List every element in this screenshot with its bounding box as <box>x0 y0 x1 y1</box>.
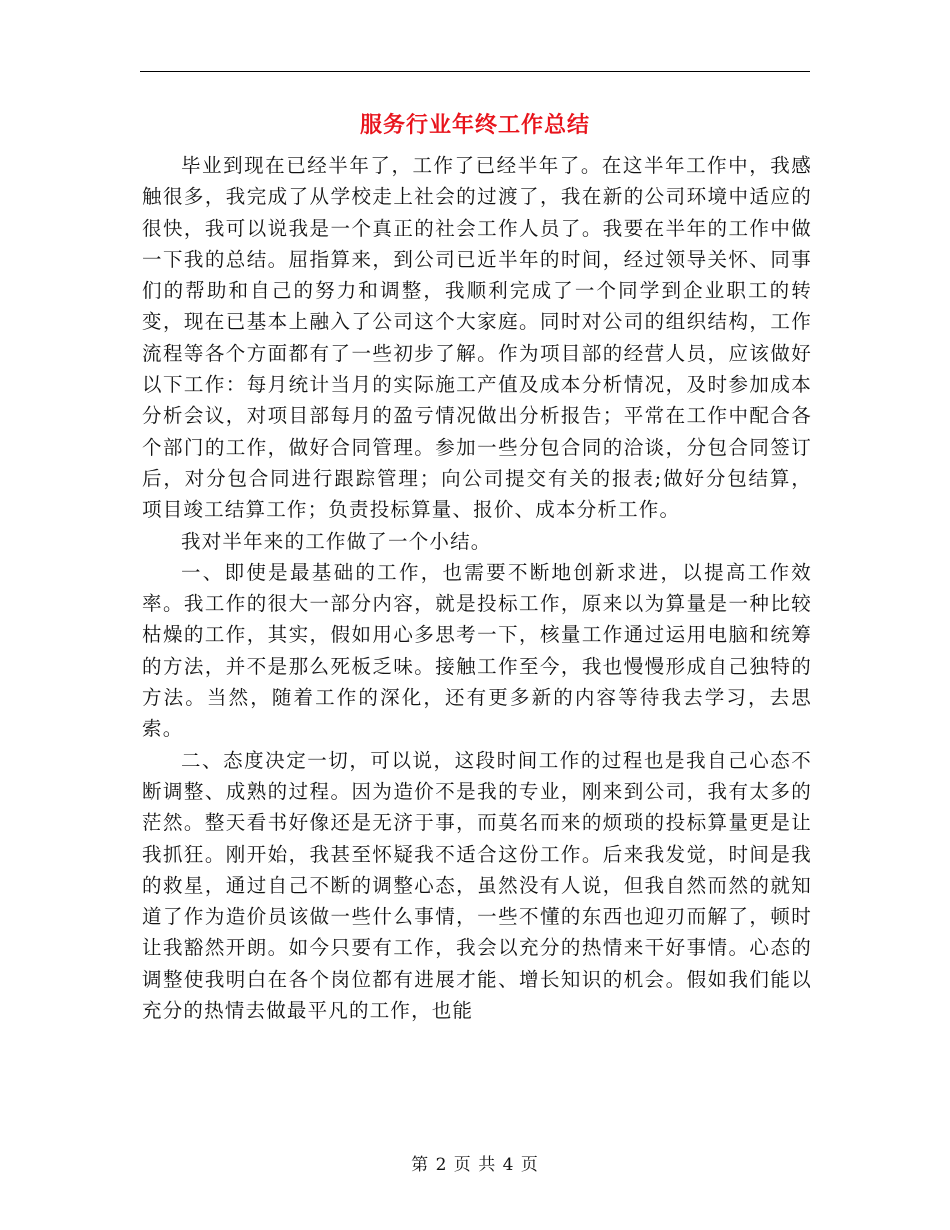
paragraph-point-one: 一、即使是最基础的工作，也需要不断地创新求进，以提高工作效率。我工作的很大一部分内容，就是投标工作，原来以为算量是一种比较枯燥的工作，其实，假如用心多思考一下，核量工作通过运用电脑和统筹的方法，并不是那么死板乏味。接触工作至今，我也慢慢形成自己独特的方法。当然，随着工作的深化，还有更多新的内容等待我去学习，去思索。 <box>142 560 812 741</box>
paragraph-intro: 毕业到现在已经半年了，工作了已经半年了。在这半年工作中，我感触很多，我完成了从学校走上社会的过渡了，我在新的公司环境中适应的很快，我可以说我是一个真正的社会工作人员了。我要在半年的工作中做一下我的总结。屈指算来，到公司已近半年的时间，经过领导关怀、同事们的帮助和自己的努力和调整，我顺利完成了一个同学到企业职工的转变，现在已基本上融入了公司这个大家庭。同时对公司的组织结构，工作流程等各个方面都有了一些初步了解。作为项目部的经营人员，应该做好以下工作：每月统计当月的实际施工产值及成本分析情况，及时参加成本分析会议，对项目部每月的盈亏情况做出分析报告；平常在工作中配合各个部门的工作，做好合同管理。参加一些分包合同的洽谈，分包合同签订后，对分包合同进行跟踪管理；向公司提交有关的报表;做好分包结算，项目竣工结算工作；负责投标算量、报价、成本分析工作。 <box>142 154 812 522</box>
page-footer <box>0 1153 950 1177</box>
page-number-label: 第 2 页 共 4 页 <box>411 1155 539 1175</box>
document-body <box>142 150 812 1026</box>
header-rule <box>140 71 810 72</box>
document-title: 服务行业年终工作总结 <box>359 112 590 138</box>
paragraph-summary-lead: 我对半年来的工作做了一个小结。 <box>181 529 492 553</box>
paragraph-point-two: 二、态度决定一切，可以说，这段时间工作的过程也是我自己心态不断调整、成熟的过程。因为造价不是我的专业，刚来到公司，我有太多的茫然。整天看书好像还是无济于事，而莫名而来的烦琐的投标算量更是让我抓狂。刚开始，我甚至怀疑我不适合这份工作。后来我发觉，时间是我的救星，通过自己不断的调整心态，虽然没有人说，但我自然而然的就知道了作为造价员该做一些什么事情，一些不懂的东西也迎刃而解了，顿时让我豁然开朗。如今只要有工作，我会以充分的热情来干好事情。心态的调整使我明白在各个岗位都有进展才能、增长知识的机会。假如我们能以充分的热情去做最平凡的工作，也能 <box>142 748 812 1023</box>
